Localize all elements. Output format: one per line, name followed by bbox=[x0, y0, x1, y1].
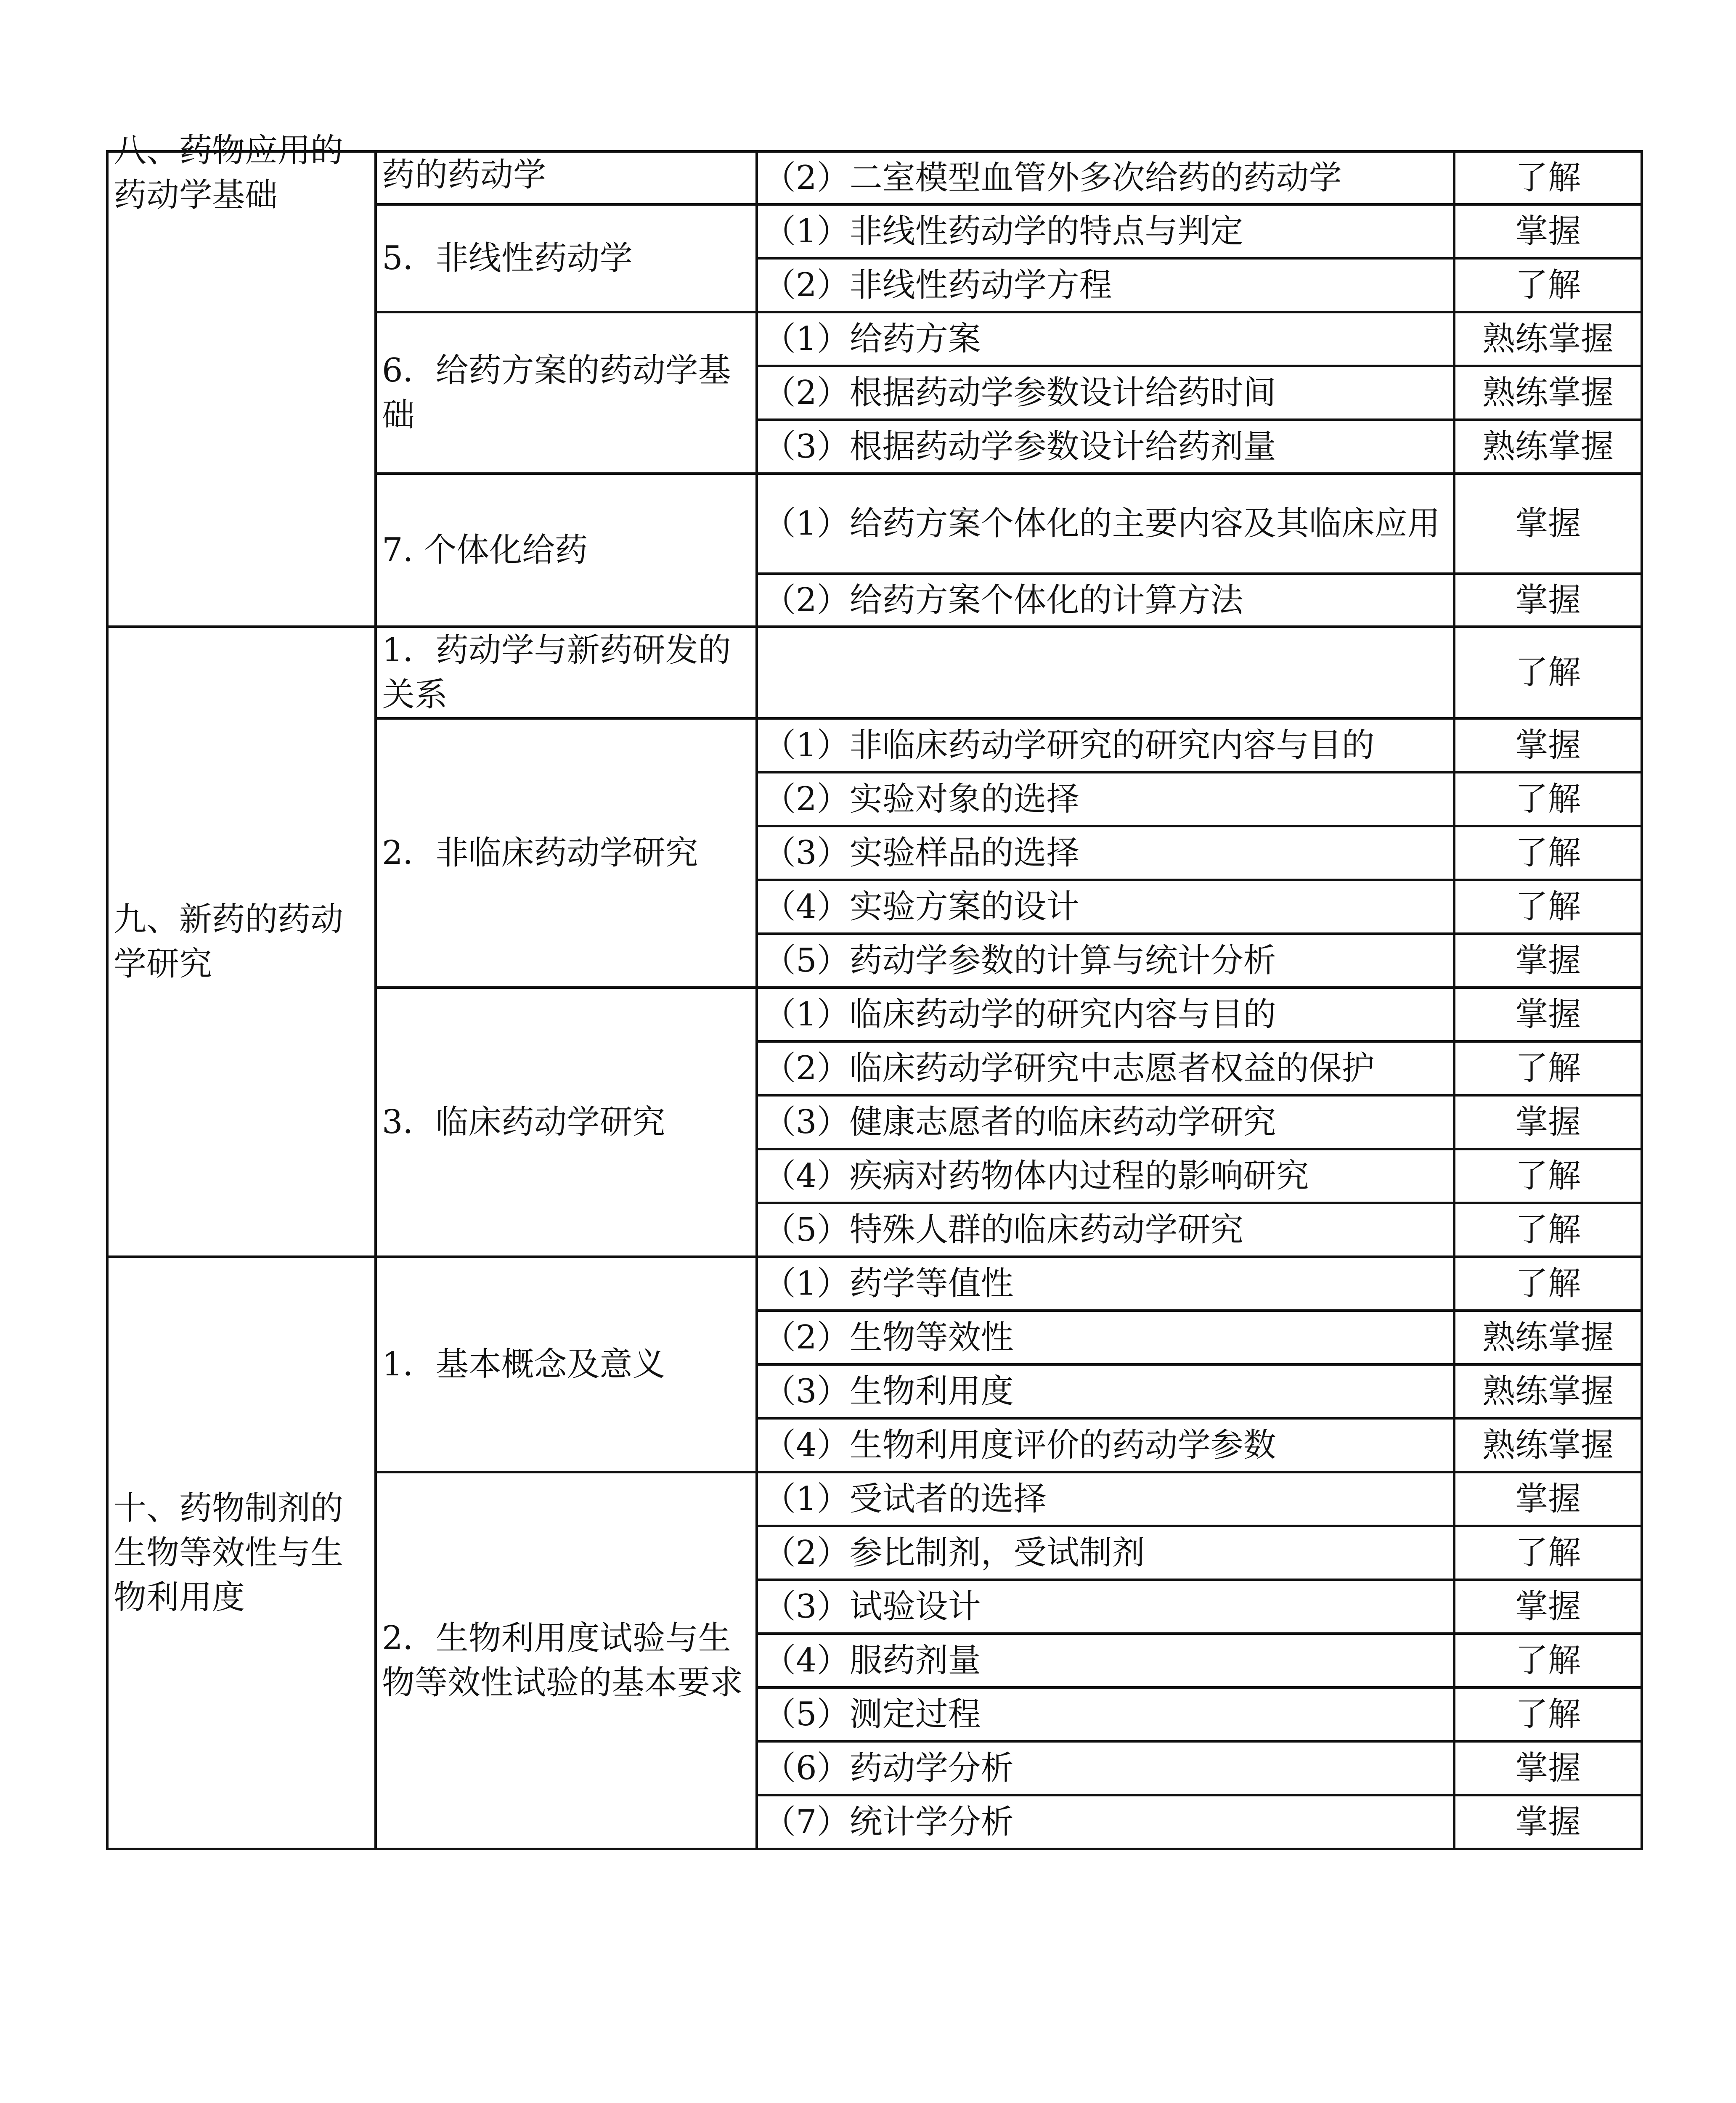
level-cell: 了解 bbox=[1454, 1257, 1642, 1311]
level-cell: 了解 bbox=[1454, 627, 1642, 718]
level-cell: 了解 bbox=[1454, 258, 1642, 312]
content-cell: （1）非线性药动学的特点与判定 bbox=[757, 204, 1454, 258]
content-cell bbox=[757, 627, 1454, 718]
level-cell: 了解 bbox=[1454, 1526, 1642, 1580]
content-cell: （5）特殊人群的临床药动学研究 bbox=[757, 1203, 1454, 1257]
content-cell: （3）生物利用度 bbox=[757, 1364, 1454, 1418]
content-cell: （2）根据药动学参数设计给药时间 bbox=[757, 366, 1454, 420]
content-cell: （1）临床药动学的研究内容与目的 bbox=[757, 988, 1454, 1041]
content-cell: （5）测定过程 bbox=[757, 1687, 1454, 1741]
content-cell: （4）生物利用度评价的药动学参数 bbox=[757, 1418, 1454, 1472]
content-cell: （3）健康志愿者的临床药动学研究 bbox=[757, 1095, 1454, 1149]
content-cell: （3）实验样品的选择 bbox=[757, 826, 1454, 880]
level-cell: 了解 bbox=[1454, 826, 1642, 880]
level-cell: 了解 bbox=[1454, 1149, 1642, 1203]
level-cell: 掌握 bbox=[1454, 934, 1642, 988]
content-cell: （2）实验对象的选择 bbox=[757, 772, 1454, 826]
topic-title-cell: 3．临床药动学研究 bbox=[376, 988, 757, 1257]
level-cell: 了解 bbox=[1454, 151, 1642, 204]
table-row bbox=[107, 627, 1642, 718]
level-cell: 熟练掌握 bbox=[1454, 420, 1642, 474]
topic-title: 药的药动学 bbox=[382, 156, 546, 194]
content-cell: （6）药动学分析 bbox=[757, 1741, 1454, 1795]
content-cell: （4）实验方案的设计 bbox=[757, 880, 1454, 934]
level-cell: 掌握 bbox=[1454, 1472, 1642, 1526]
content-cell: （1）受试者的选择 bbox=[757, 1472, 1454, 1526]
content-cell: （1）非临床药动学研究的研究内容与目的 bbox=[757, 718, 1454, 772]
content-cell: （5）药动学参数的计算与统计分析 bbox=[757, 934, 1454, 988]
level-cell: 熟练掌握 bbox=[1454, 1418, 1642, 1472]
topic-title-cell: 2．生物利用度试验与生物等效性试验的基本要求 bbox=[376, 1472, 757, 1849]
topic-title-cell bbox=[376, 151, 757, 204]
level-cell: 了解 bbox=[1454, 1634, 1642, 1687]
unit-title-cell: 十、药物制剂的生物等效性与生物利用度 bbox=[107, 1257, 376, 1849]
level-cell: 熟练掌握 bbox=[1454, 366, 1642, 420]
unit-title-cell: 九、新药的药动学研究 bbox=[107, 627, 376, 1257]
topic-title-cell: 5．非线性药动学 bbox=[376, 204, 757, 312]
content-cell: （7）统计学分析 bbox=[757, 1795, 1454, 1849]
table-row bbox=[107, 1257, 1642, 1311]
level-cell: 掌握 bbox=[1454, 1095, 1642, 1149]
topic-title-cell: 1．基本概念及意义 bbox=[376, 1257, 757, 1472]
content-cell: （2）给药方案个体化的计算方法 bbox=[757, 574, 1454, 627]
level-cell: 了解 bbox=[1454, 772, 1642, 826]
topic-title-cell: 7. 个体化给药 bbox=[376, 474, 757, 627]
content-cell: （1）药学等值性 bbox=[757, 1257, 1454, 1311]
content-cell: （4）疾病对药物体内过程的影响研究 bbox=[757, 1149, 1454, 1203]
content-cell: （3）根据药动学参数设计给药剂量 bbox=[757, 420, 1454, 474]
content-cell: （1）给药方案个体化的主要内容及其临床应用 bbox=[757, 474, 1454, 574]
level-cell: 掌握 bbox=[1454, 1580, 1642, 1634]
content-cell: （3）试验设计 bbox=[757, 1580, 1454, 1634]
level-cell: 掌握 bbox=[1454, 204, 1642, 258]
level-cell: 了解 bbox=[1454, 1041, 1642, 1095]
content-cell: （2）参比制剂，受试制剂 bbox=[757, 1526, 1454, 1580]
level-cell: 掌握 bbox=[1454, 1795, 1642, 1849]
level-cell: 熟练掌握 bbox=[1454, 1311, 1642, 1364]
content-cell: （1）给药方案 bbox=[757, 312, 1454, 366]
table-row bbox=[107, 151, 1642, 204]
level-cell: 掌握 bbox=[1454, 474, 1642, 574]
level-cell: 了解 bbox=[1454, 1687, 1642, 1741]
level-cell: 掌握 bbox=[1454, 574, 1642, 627]
level-cell: 掌握 bbox=[1454, 1741, 1642, 1795]
topic-title-cell: 2．非临床药动学研究 bbox=[376, 718, 757, 988]
level-cell: 熟练掌握 bbox=[1454, 1364, 1642, 1418]
content-cell: （2）生物等效性 bbox=[757, 1311, 1454, 1364]
unit-title: 八、药物应用的药动学基础 bbox=[114, 132, 344, 214]
content-cell: （2）非线性药动学方程 bbox=[757, 258, 1454, 312]
syllabus-table bbox=[106, 132, 1643, 1850]
level-cell: 掌握 bbox=[1454, 988, 1642, 1041]
topic-title-cell: 6．给药方案的药动学基础 bbox=[376, 312, 757, 474]
level-cell: 了解 bbox=[1454, 880, 1642, 934]
level-cell: 了解 bbox=[1454, 1203, 1642, 1257]
topic-title-cell: 1．药动学与新药研发的关系 bbox=[376, 627, 757, 718]
content-cell: （4）服药剂量 bbox=[757, 1634, 1454, 1687]
unit-title-cell bbox=[107, 132, 376, 627]
level-cell: 熟练掌握 bbox=[1454, 312, 1642, 366]
content-cell: （2）临床药动学研究中志愿者权益的保护 bbox=[757, 1041, 1454, 1095]
content-cell: （2）二室模型血管外多次给药的药动学 bbox=[757, 151, 1454, 204]
level-cell: 掌握 bbox=[1454, 718, 1642, 772]
